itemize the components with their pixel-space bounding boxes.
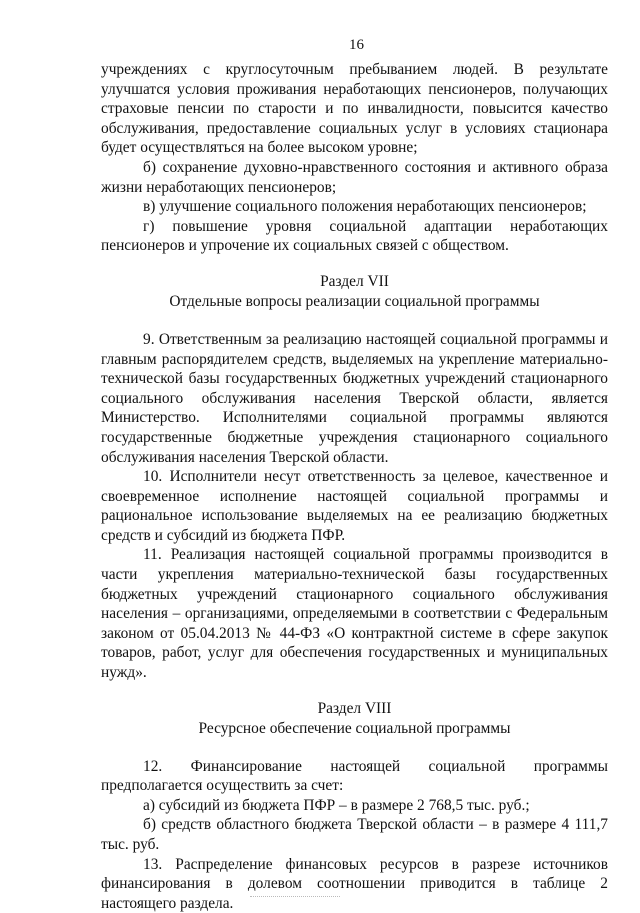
section-viii-label: Раздел VIII <box>317 699 392 717</box>
section-viii <box>101 699 608 913</box>
section-vii-title: Отдельные вопросы реализации социальной программы <box>169 292 540 310</box>
paragraph-11: 11. Реализация настоящей социальной программы производится в части укрепления материально-технической базы государственных бюджетных учреждений стационарного социального обслуживания населения – организациями, определяемыми в соответствии с Федеральным законом от 05.04.2013 № 44-ФЗ «О контрактной системе в сфере закупок товаров, работ, услуг для обеспечения государственных и муниципальных нужд». <box>101 546 608 682</box>
section-viii-title: Ресурсное обеспечение социальной программы <box>198 719 511 737</box>
paragraph-13: 13. Распределение финансовых ресурсов в разрезе источников финансирования в долевом соотношении приводится в таблице 2 настоящего раздела. <box>101 855 608 912</box>
section-vii-label: Раздел VII <box>320 272 389 290</box>
list-item-v: в) улучшение социального положения неработающих пенсионеров; <box>143 198 587 216</box>
intro-block <box>101 60 608 256</box>
section-vii <box>101 272 608 683</box>
scan-artifact <box>250 896 340 900</box>
list-item-a: а) субсидий из бюджета ПФР – в размере 2 768,5 тыс. руб.; <box>143 796 530 814</box>
paragraph-9: 9. Ответственным за реализацию настоящей социальной программы и главным распорядителем средств, выделяемых на укрепление материально-технической базы государственных бюджетных учреждений стационарного социального обслуживания населения Тверской области, является Министерство. Исполнителями социальной программы являются государственные бюджетные учреждения стационарного социального обслуживания населения Тверской области. <box>101 330 608 466</box>
list-item-b-budget: б) средств областного бюджета Тверской области – в размере 4 111,7 тыс. руб. <box>101 816 608 853</box>
list-item-g: г) повышение уровня социальной адаптации неработающих пенсионеров и упрочение их социальных связей с обществом. <box>101 217 608 255</box>
paragraph-10: 10. Исполнители несут ответственность за целевое, качественное и своевременное исполнение настоящей социальной программы и рациональное использование выделяемых на ее реализацию бюджетных средств и субсидий из бюджета ПФР. <box>101 468 608 544</box>
paragraph-12: 12. Финансирование настоящей социальной программы предполагается осуществить за счет: <box>101 757 608 795</box>
list-item-b: б) сохранение духовно-нравственного состояния и активного образа жизни неработающих пенсионеров; <box>101 158 608 196</box>
paragraph-continuation: учреждениях с круглосуточным пребыванием людей. В результате улучшатся условия проживания неработающих пенсионеров, получающих страховые пенсии по старости и по инвалидности, повысится качество обслуживания, предоставление социальных услуг в условиях стационара будет осуществляться на более высоком уровне; <box>101 61 608 157</box>
page-number: 16 <box>349 37 364 53</box>
